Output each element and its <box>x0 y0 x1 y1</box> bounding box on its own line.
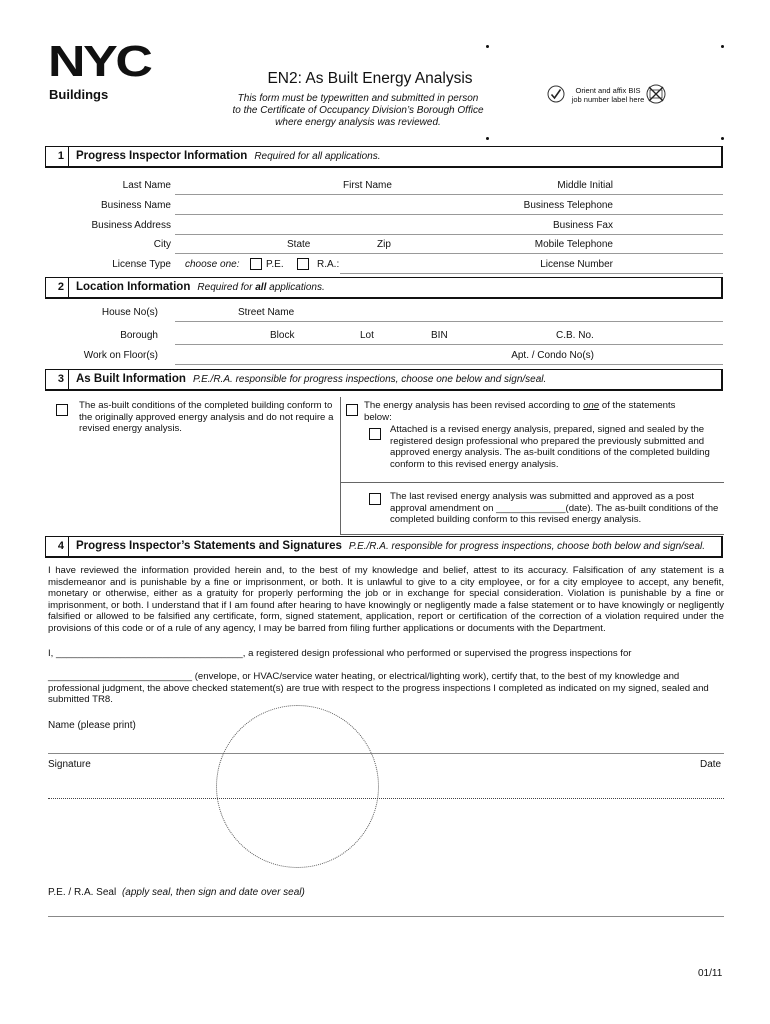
bin-label: BIN <box>431 330 448 341</box>
section-title-text: As Built Information <box>76 373 186 385</box>
instruction-line: where energy analysis was reviewed. <box>275 117 441 128</box>
section-title-text: Progress Inspector Information <box>76 150 248 162</box>
bis-label-note <box>570 86 646 104</box>
field-line <box>175 253 723 254</box>
license-number-label: License Number <box>540 259 613 270</box>
no-label-icon <box>646 84 666 104</box>
nyc-logo-text: NYC <box>48 37 151 86</box>
section-1-header <box>45 146 723 168</box>
section-note: Required for all applications. <box>254 151 381 162</box>
option-b-text-part: of the statements below: <box>364 400 676 423</box>
option-a-checkbox[interactable] <box>56 404 68 416</box>
signature-line <box>48 798 724 799</box>
note-text: Required for <box>197 282 256 293</box>
seal-circle <box>216 705 379 868</box>
note-bold: all <box>255 282 267 293</box>
section-number: 4 <box>46 537 69 556</box>
section-4-header <box>45 536 723 558</box>
section-number: 2 <box>46 278 69 297</box>
form-version: 01/11 <box>698 968 723 979</box>
option-b1-checkbox[interactable] <box>369 428 381 440</box>
certification-line-2: ___________________________ (envelope, or HVAC/service water heating, or electrical/lighting work), certify that, to the best of my knowledge and professional judgment, the above checked statement(s) are true with respect to the progress inspections I completed as indicated on my signed, sealed and submitted TR8. <box>48 671 709 706</box>
name-print-label: Name (please print) <box>48 720 136 731</box>
license-type-label: License Type <box>112 259 171 270</box>
mobile-telephone-label: Mobile Telephone <box>534 239 613 250</box>
block-label: Block <box>270 330 295 341</box>
option-b2-checkbox[interactable] <box>369 493 381 505</box>
instruction-line: This form must be typewritten and submitted in person <box>237 93 479 104</box>
field-line <box>340 273 723 274</box>
ra-label: R.A.: <box>317 259 340 270</box>
section-title-text: Progress Inspector’s Statements and Signatures <box>76 540 342 552</box>
field-line <box>48 916 724 917</box>
option-b-text-part: The energy analysis has been revised according to <box>364 400 584 411</box>
lot-label: Lot <box>360 330 374 341</box>
section-note <box>197 282 324 293</box>
last-name-label: Last Name <box>122 180 171 191</box>
option-a-text: The as-built conditions of the completed building conform to the originally approved energy analysis and do not require a revised energy analysis. <box>79 400 334 435</box>
business-telephone-label: Business Telephone <box>523 200 613 211</box>
option-b-emphasis: one <box>583 400 600 411</box>
note-text: applications. <box>266 282 325 293</box>
state-label: State <box>287 239 311 250</box>
option-b-text <box>364 400 704 423</box>
registration-dot <box>721 137 724 140</box>
field-line <box>175 234 723 235</box>
first-name-label: First Name <box>343 180 392 191</box>
street-name-label: Street Name <box>238 307 295 318</box>
section-title <box>76 278 325 297</box>
bis-note-line: Orient and affix BIS <box>575 86 641 95</box>
section-title <box>76 370 546 389</box>
date-label: Date <box>700 759 722 770</box>
borough-label: Borough <box>120 330 158 341</box>
field-line <box>175 214 723 215</box>
pe-checkbox[interactable] <box>250 258 262 270</box>
field-line <box>175 321 723 322</box>
checkmark-icon <box>547 85 565 103</box>
section-note: P.E./R.A. responsible for progress inspections, choose one below and sign/seal. <box>192 374 547 385</box>
city-label: City <box>153 239 171 250</box>
statement-text: I have reviewed the information provided herein and, to the best of my knowledge and belief, attest to its accuracy. Falsification of any statement is a misdemeanor and is punishable by a fine or imprisonment, or both. It is unlawful to give to a city employee, or for a city employee to accept, any benefit, monetary or otherwise, either as a gratuity for properly performing the job or in exchange for special consideration. Violation is punishable by a fine or imprisonment, or both. I understand that if I am found after hearing to have knowingly or negligently made a false statement or to have knowingly or negligently falsified or allowed to be falsified any certificate, form, signed statement, application, report or certification of the correction of a violation required under the provisions of this code or of a rule of any agency, I may be barred from filing further applications or documents with the Department. <box>48 565 724 634</box>
section-title-text: Location Information <box>76 281 191 293</box>
section-note: P.E./R.A. responsible for progress inspections, choose both below and sign/seal. <box>348 541 706 552</box>
zip-label: Zip <box>377 239 391 250</box>
signature-label: Signature <box>48 759 91 770</box>
business-address-label: Business Address <box>91 220 171 231</box>
agency-name: Buildings <box>49 87 109 102</box>
certification-line-1: I, ___________________________________, a registered design professional who performed or supervised the progress inspections for <box>48 648 632 659</box>
option-b-checkbox[interactable] <box>346 404 358 416</box>
cb-no-label: C.B. No. <box>556 330 594 341</box>
section-2-header <box>45 277 723 299</box>
section-title <box>76 537 705 556</box>
seal-label-text: P.E. / R.A. Seal <box>48 887 117 898</box>
seal-label <box>48 887 305 898</box>
business-fax-label: Business Fax <box>552 220 613 231</box>
business-name-label: Business Name <box>100 200 171 211</box>
registration-dot <box>486 137 489 140</box>
registration-dot <box>721 45 724 48</box>
field-line <box>175 344 723 345</box>
work-on-floors-label: Work on Floor(s) <box>83 350 158 361</box>
section-number: 1 <box>46 147 69 166</box>
option-b1-text: Attached is a revised energy analysis, prepared, signed and sealed by the registered design professional who prepared the previously submitted and approved energy analysis. The as-built conditions of the completed building conform to this revised energy analysis. <box>390 424 710 470</box>
field-line <box>175 364 723 365</box>
field-line <box>48 753 724 754</box>
instruction-line: to the Certificate of Occupancy Division’s Borough Office <box>232 105 484 116</box>
section-number: 3 <box>46 370 69 389</box>
seal-note: (apply seal, then sign and date over seal) <box>121 887 305 898</box>
registration-dot <box>486 45 489 48</box>
option-b2-text: The last revised energy analysis was submitted and approved as a post approval amendment on _____________(date). The as-built conditions of the completed building conform to this revised energy analysis. <box>390 491 719 526</box>
field-line <box>175 194 723 195</box>
house-nos-label: House No(s) <box>101 307 158 318</box>
revised-analysis-divider <box>340 482 724 483</box>
pe-label: P.E. <box>266 259 284 270</box>
form-title: EN2: As Built Energy Analysis <box>267 70 473 87</box>
section-title <box>76 147 381 166</box>
section-3-header <box>45 369 723 391</box>
ra-checkbox[interactable] <box>297 258 309 270</box>
middle-initial-label: Middle Initial <box>557 180 613 191</box>
bis-note-line: job number label here <box>571 95 645 104</box>
choose-one-label: choose one: <box>185 259 240 270</box>
apt-condo-label: Apt. / Condo No(s) <box>511 350 594 361</box>
